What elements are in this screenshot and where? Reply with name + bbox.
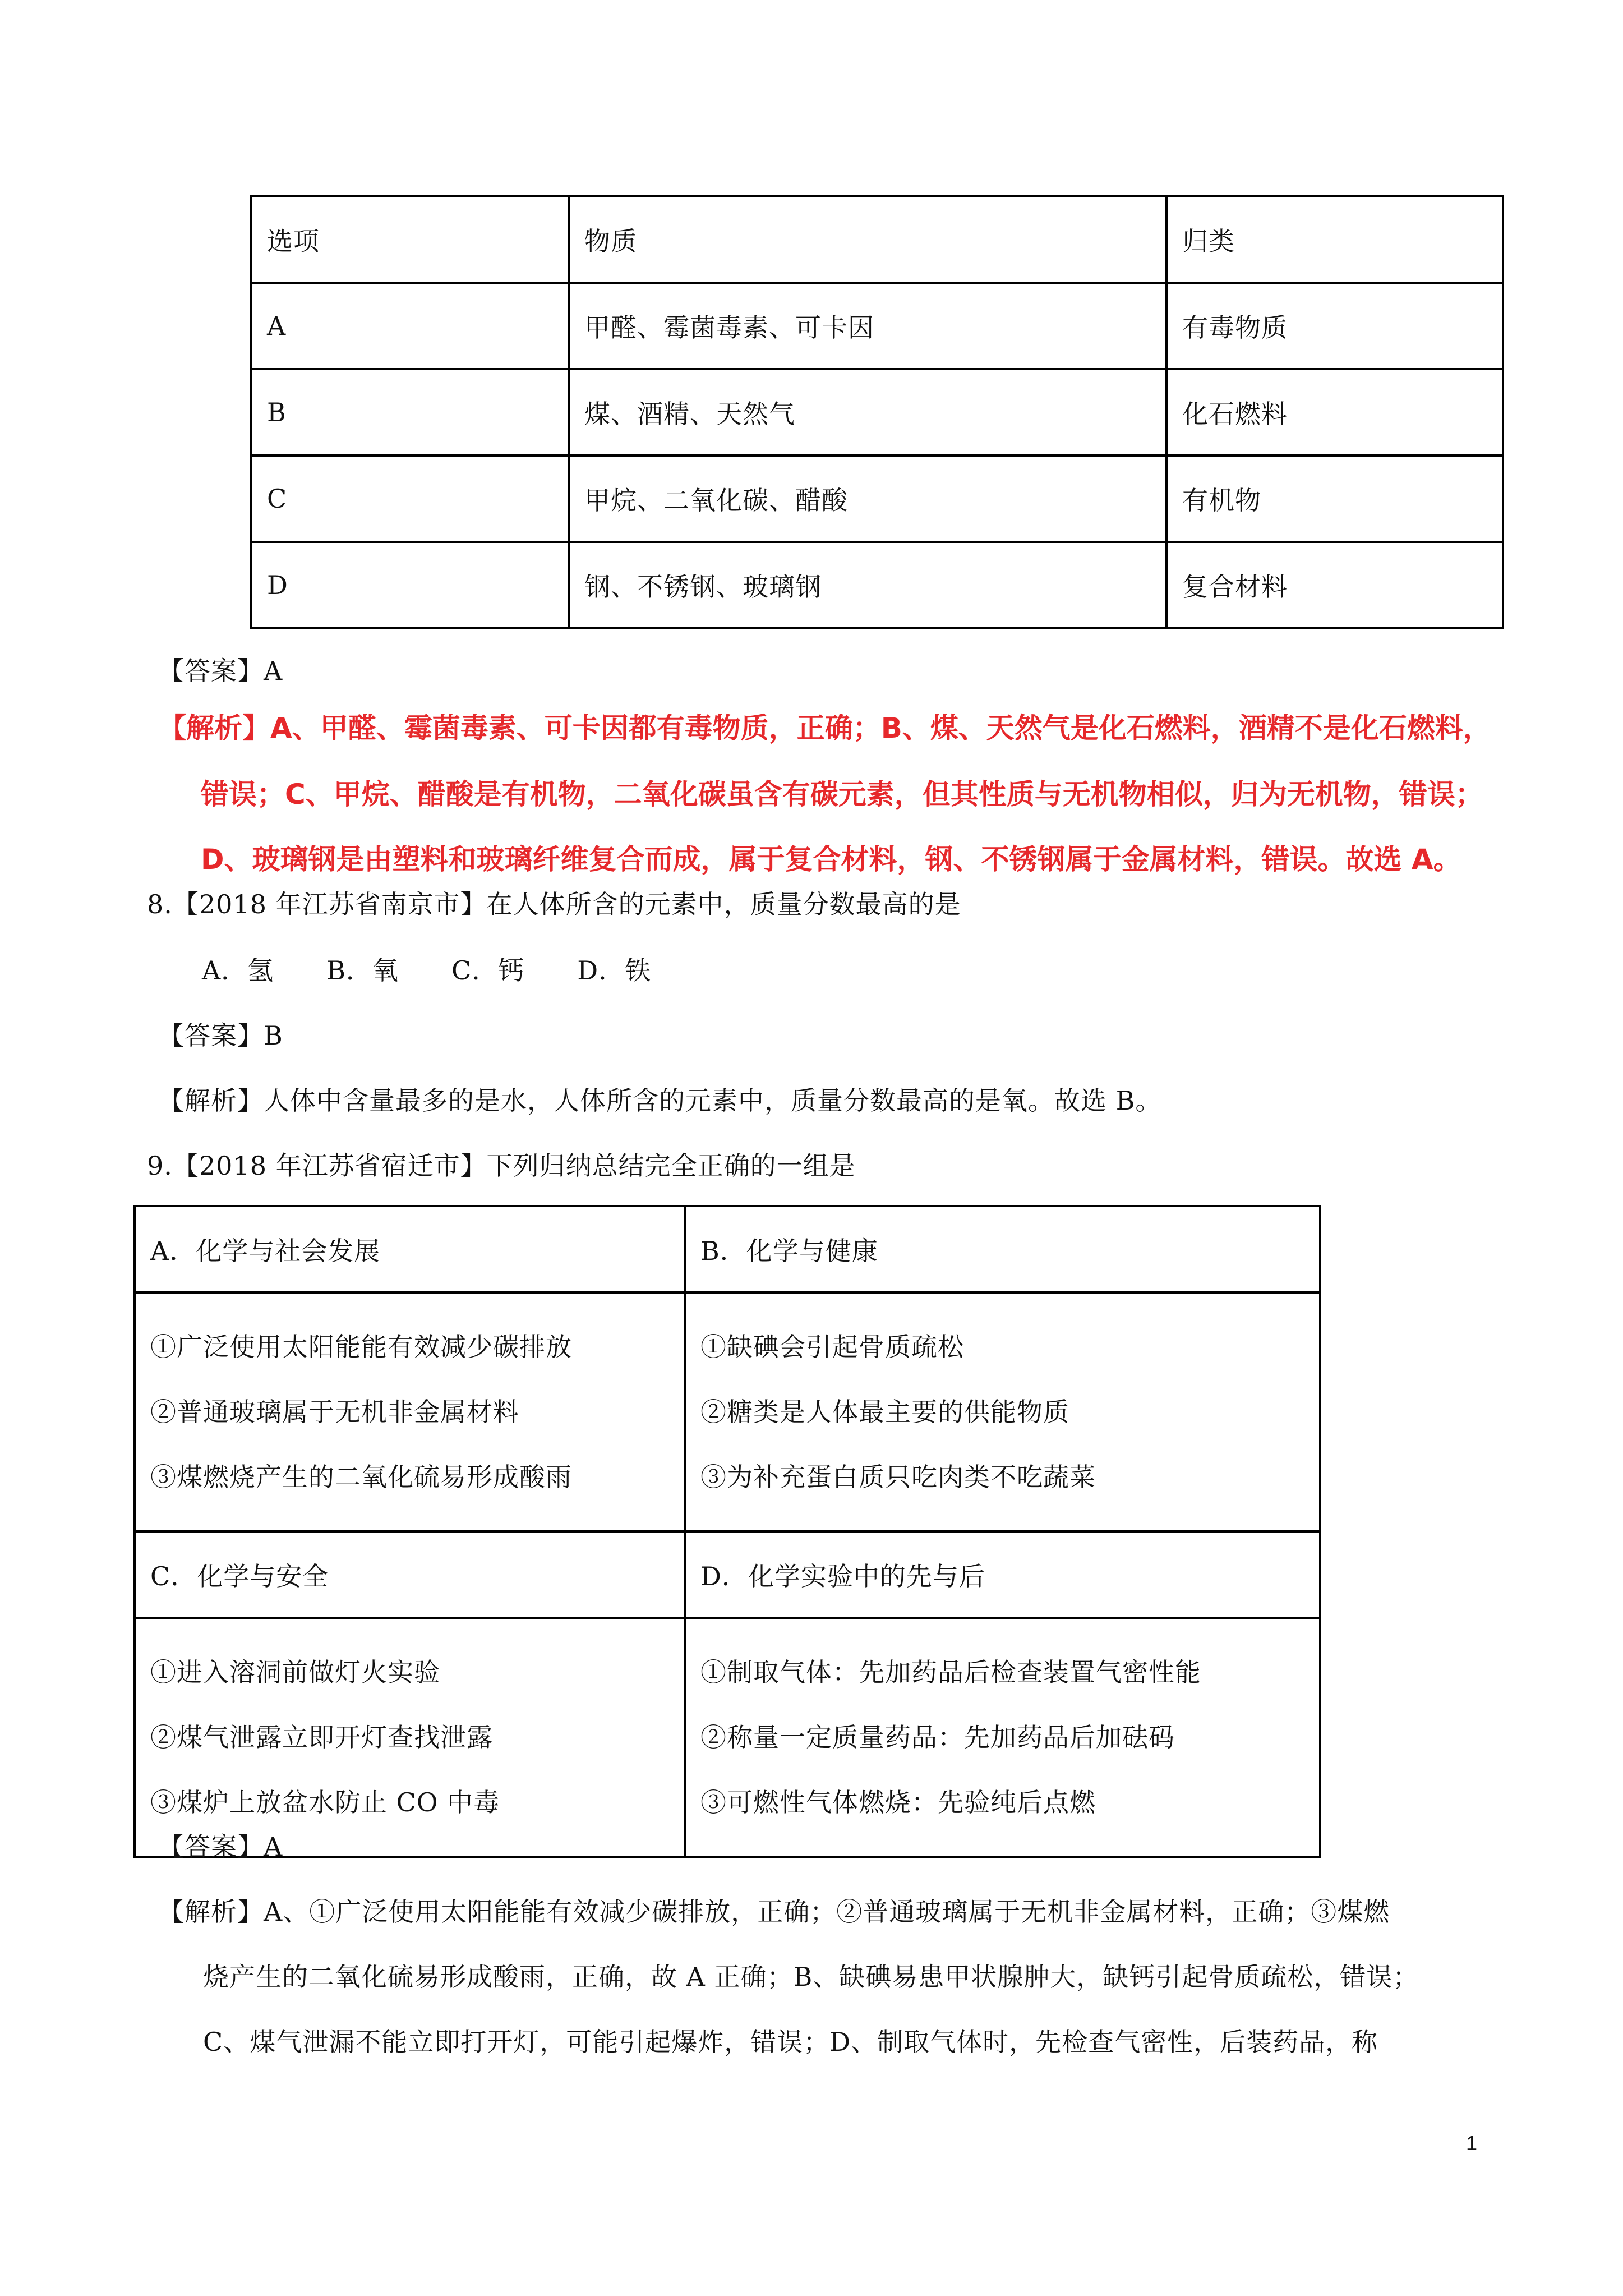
table-cell: D bbox=[251, 542, 569, 628]
q9-question: 9.【2018 年江苏省宿迁市】下列归纳总结完全正确的一组是 bbox=[147, 1151, 856, 1181]
group-c-title: C．化学与安全 bbox=[135, 1531, 685, 1618]
table-cell: B bbox=[251, 369, 569, 455]
q9-analysis-line: C、煤气泄漏不能立即打开灯，可能引起爆炸，错误；D、制取气体时，先检查气密性，后装药品，称 bbox=[203, 2027, 1378, 2057]
q7-analysis-line: 错误；C、甲烷、醋酸是有机物，二氧化碳虽含有碳元素，但其性质与无机物相似，归为无机物，错误； bbox=[201, 778, 1483, 811]
list-item: ①缺碘会引起骨质疏松 bbox=[700, 1332, 964, 1362]
group-b-items bbox=[685, 1292, 1320, 1531]
list-item: ②普通玻璃属于无机非金属材料 bbox=[150, 1397, 519, 1427]
q9-analysis-line: 【解析】A、①广泛使用太阳能能有效减少碳排放，正确；②普通玻璃属于无机非金属材料，正确；③煤燃 bbox=[158, 1897, 1390, 1927]
table-cell: 甲醛、霉菌毒素、可卡因 bbox=[569, 283, 1166, 369]
list-item: ③可燃性气体燃烧：先验纯后点燃 bbox=[700, 1787, 1096, 1818]
table-header-row bbox=[251, 196, 1503, 283]
group-b-title: B．化学与健康 bbox=[685, 1206, 1320, 1292]
table-cell: 有机物 bbox=[1166, 455, 1503, 542]
table-header-cell: 物质 bbox=[569, 196, 1166, 283]
table-row bbox=[251, 542, 1503, 628]
group-d-items bbox=[685, 1618, 1320, 1857]
table-cell: C bbox=[251, 455, 569, 542]
q9-analysis-line: 烧产生的二氧化硫易形成酸雨，正确，故 A 正确；B、缺碘易患甲状腺肿大，缺钙引起骨质疏松，错误； bbox=[203, 1962, 1419, 1992]
q8-answer: 【答案】B bbox=[158, 1020, 283, 1051]
table-cell: 化石燃料 bbox=[1166, 369, 1503, 455]
table-cell: 有毒物质 bbox=[1166, 283, 1503, 369]
q8-options: A．氢 B．氧 C．钙 D．铁 bbox=[202, 955, 652, 986]
table-cell: A bbox=[251, 283, 569, 369]
classification-table bbox=[250, 195, 1504, 629]
list-item: ③煤燃烧产生的二氧化硫易形成酸雨 bbox=[150, 1462, 572, 1492]
q7-analysis-line: 【解析】A、甲醛、霉菌毒素、可卡因都有毒物质，正确；B、煤、天然气是化石燃料，酒精不是化石燃料， bbox=[158, 712, 1491, 744]
list-item: ②煤气泄露立即开灯查找泄露 bbox=[150, 1722, 493, 1752]
q9-answer: 【答案】A bbox=[158, 1832, 283, 1862]
table-cell: 钢、不锈钢、玻璃钢 bbox=[569, 542, 1166, 628]
group-c-items bbox=[135, 1618, 685, 1857]
table-cell: 甲烷、二氧化碳、醋酸 bbox=[569, 455, 1166, 542]
table-row bbox=[251, 369, 1503, 455]
table-row bbox=[135, 1531, 1320, 1618]
page-number: 1 bbox=[1466, 2132, 1478, 2155]
table-row bbox=[251, 283, 1503, 369]
q8-question: 8.【2018 年江苏省南京市】在人体所含的元素中，质量分数最高的是 bbox=[147, 889, 961, 919]
list-item: ③煤炉上放盆水防止 CO 中毒 bbox=[150, 1787, 500, 1818]
table-cell: 煤、酒精、天然气 bbox=[569, 369, 1166, 455]
list-item: ①进入溶洞前做灯火实验 bbox=[150, 1657, 440, 1687]
list-item: ②称量一定质量药品：先加药品后加砝码 bbox=[700, 1722, 1175, 1752]
group-a-items bbox=[135, 1292, 685, 1531]
table-header-cell: 归类 bbox=[1166, 196, 1503, 283]
summary-table bbox=[133, 1205, 1321, 1858]
q7-answer: 【答案】A bbox=[158, 656, 283, 686]
table-row bbox=[135, 1618, 1320, 1857]
table-row bbox=[135, 1292, 1320, 1531]
group-a-title: A．化学与社会发展 bbox=[135, 1206, 685, 1292]
list-item: ①广泛使用太阳能能有效减少碳排放 bbox=[150, 1332, 572, 1362]
table-cell: 复合材料 bbox=[1166, 542, 1503, 628]
group-d-title: D．化学实验中的先与后 bbox=[685, 1531, 1320, 1618]
list-item: ②糖类是人体最主要的供能物质 bbox=[700, 1397, 1069, 1427]
list-item: ①制取气体：先加药品后检查装置气密性能 bbox=[700, 1657, 1201, 1687]
list-item: ③为补充蛋白质只吃肉类不吃蔬菜 bbox=[700, 1462, 1096, 1492]
table-header-cell: 选项 bbox=[251, 196, 569, 283]
q8-analysis: 【解析】人体中含量最多的是水，人体所含的元素中，质量分数最高的是氧。故选 B。 bbox=[158, 1085, 1162, 1116]
q7-analysis-line: D、玻璃钢是由塑料和玻璃纤维复合而成，属于复合材料，钢、不锈钢属于金属材料，错误。故选 A。 bbox=[201, 843, 1461, 876]
table-row bbox=[135, 1206, 1320, 1292]
table-row bbox=[251, 455, 1503, 542]
